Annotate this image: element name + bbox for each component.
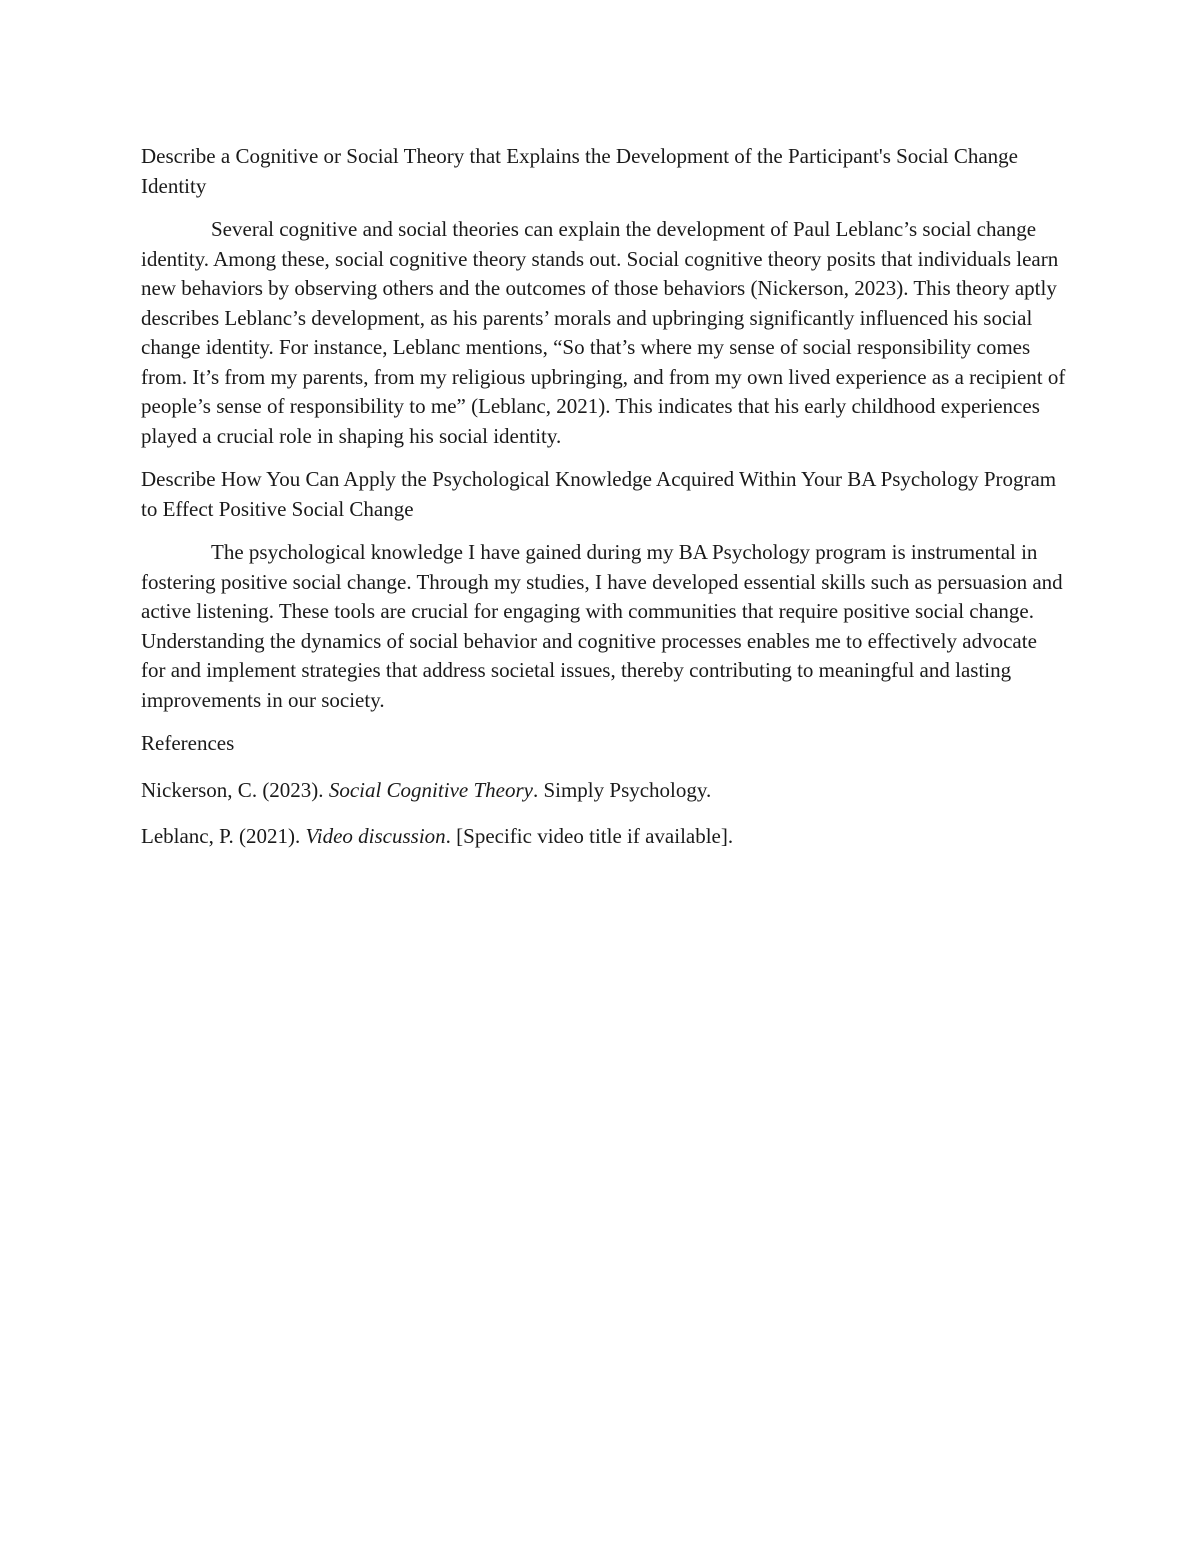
- reference-author-year: Leblanc, P. (2021).: [141, 824, 306, 848]
- reference-source: . [Specific video title if available].: [445, 824, 734, 848]
- reference-title: Social Cognitive Theory: [328, 777, 533, 802]
- section-heading-cognitive-theory: Describe a Cognitive or Social Theory that Explains the Development of the Participant's Social Change Identity: [141, 144, 1019, 198]
- paragraph-social-cognitive-theory: Several cognitive and social theories can explain the development of Paul Leblanc’s social change identity. Among these, social cognitive theory stands out. Social cognitive theory posits that individuals learn new behaviors by observing others and the outcomes of those behaviors (Nickerson, 2023). This theory aptly describes Leblanc’s development, as his parents’ morals and upbringing significantly influenced his social change identity. For instance, Leblanc mentions, “So that’s where my sense of social responsibility comes from. It’s from my parents, from my religious upbringing, and from my own lived experience as a recipient of people’s sense of responsibility to me” (Leblanc, 2021). This indicates that his early childhood experiences played a crucial role in shaping his social identity.: [141, 217, 1066, 448]
- paragraph-apply-knowledge: The psychological knowledge I have gained during my BA Psychology program is instrumental in fostering positive social change. Through my studies, I have developed essential skills such as persuasion and active listening. These tools are crucial for engaging with communities that require positive social change. Understanding the dynamics of social behavior and cognitive processes enables me to effectively advocate for and implement strategies that address societal issues, thereby contributing to meaningful and lasting improvements in our society.: [141, 540, 1063, 712]
- references-heading: References: [141, 731, 235, 755]
- reference-title: Video discussion: [305, 824, 446, 848]
- document-page: [141, 142, 1066, 869]
- reference-item: [141, 822, 1066, 852]
- reference-item: [141, 776, 1066, 806]
- section-heading-apply-knowledge: Describe How You Can Apply the Psychological Knowledge Acquired Within Your BA Psychology Program to Effect Positive Social Change: [141, 467, 1057, 521]
- reference-source: . Simply Psychology.: [532, 777, 712, 802]
- reference-author-year: Nickerson, C. (2023).: [141, 777, 329, 802]
